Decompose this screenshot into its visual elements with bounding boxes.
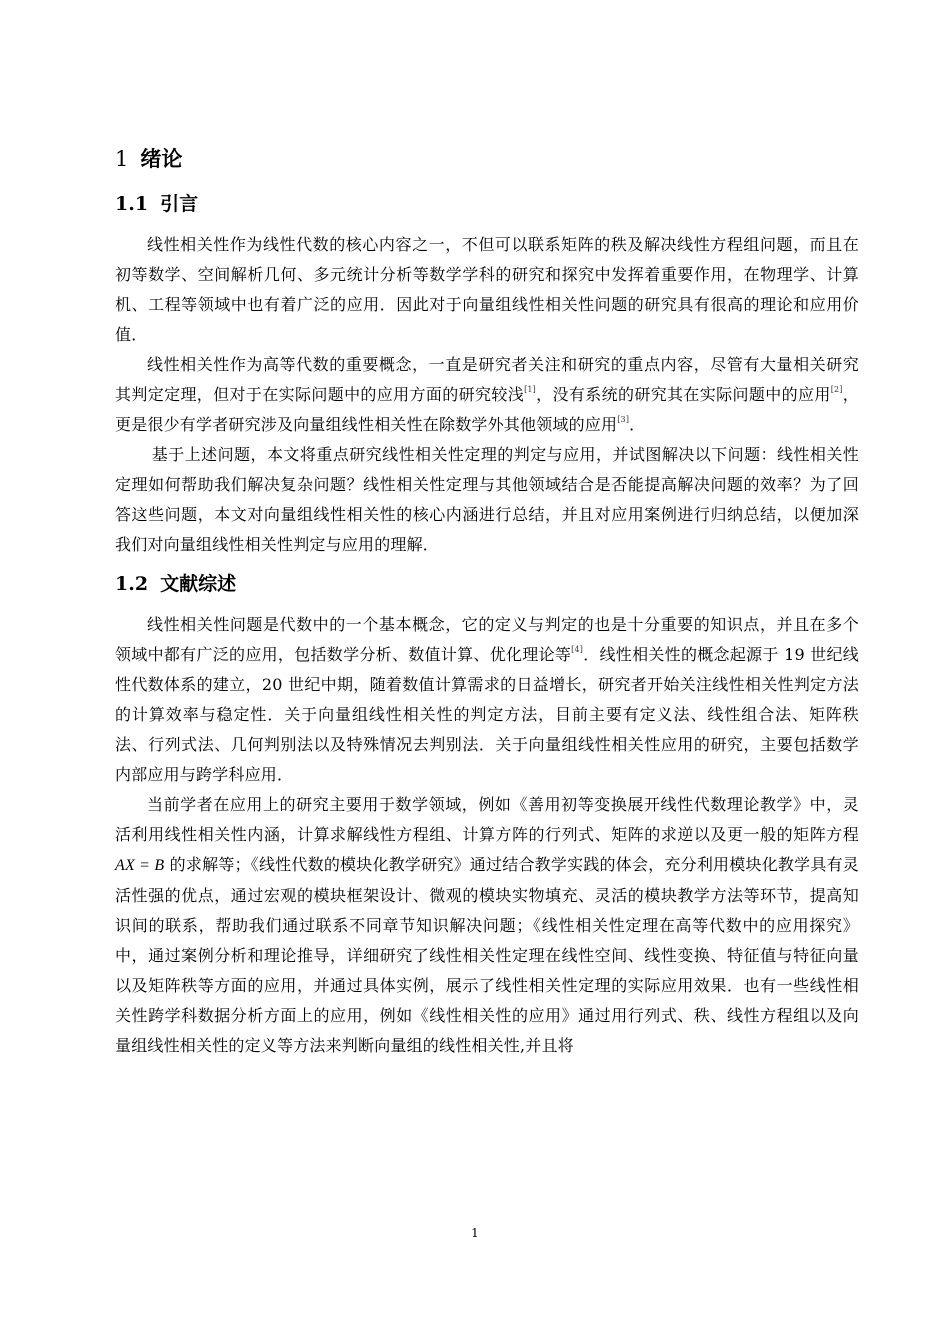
- paragraph-text: 线性相关性作为高等代数的重要概念，一直是研究者关注和研究的重点内容，尽管有大量相关研究其判定定理，但对于在实际问题中的应用方面的研究较浅: [115, 355, 859, 404]
- paragraph-text: ．线性相关性的概念起源于 19 世纪线性代数体系的建立，20 世纪中期，随着数值计算需求的日益增长，研究者开始关注线性相关性判定方法的计算效率与稳定性．关于向量组线性相关性的判定方法，目前主要有定义法、线性组合法、矩阵秩法、行列式法、几何判别法以及特殊情况去判别法．关于向量组线性相关性应用的研究，主要包括数学内部应用与跨学科应用．: [115, 645, 859, 784]
- paragraph-text: ，没有系统的研究其在实际问题中的应用: [536, 385, 831, 404]
- page-content: [115, 142, 859, 1061]
- citation-ref: [1]: [524, 385, 536, 394]
- paragraph: [115, 440, 859, 560]
- math-equation: AX = B: [115, 857, 165, 874]
- citation-ref: [3]: [617, 415, 630, 424]
- chapter-heading: [115, 142, 859, 176]
- section-heading-intro: [115, 186, 859, 222]
- section-number: 1.1: [115, 193, 149, 215]
- paragraph-text: 的求解等；《线性代数的模块化教学研究》通过结合教学实践的体会，充分利用模块化教学具有灵活性强的优点，通过宏观的模块框架设计、微观的模块实物填充、灵活的模块教学方法等环节，提高知识间的联系，帮助我们通过联系不同章节知识解决问题；《线性相关性定理在高等代数中的应用探究》中，通过案例分析和理论推导，详细研究了线性相关性定理在线性空间、线性变换、特征值与特征向量以及矩阵秩等方面的应用，并通过具体实例，展示了线性相关性定理的实际应用效果．也有一些线性相关性跨学科数据分析方面上的应用，例如《线性相关性的应用》通过用行列式、秩、线性方程组以及向量组线性相关性的定义等方法来判断向量组的线性相关性,并且将: [115, 855, 859, 1055]
- section-number: 1.2: [115, 573, 149, 595]
- paragraph-text: 基于上述问题，本文将重点研究线性相关性定理的判定与应用，并试图解决以下问题：线性相关性定理如何帮助我们解决复杂问题？线性相关性定理与其他领域结合是否能提高解决问题的效率？为了回答这些问题，本文对向量组线性相关性的核心内涵进行总结，并且对应用案例进行归纳总结，以便加深我们对向量组线性相关性判定与应用的理解．: [115, 445, 859, 554]
- chapter-number: 1: [115, 147, 129, 171]
- paragraph-text: 当前学者在应用上的研究主要用于数学领域，例如《善用初等变换展开线性代数理论教学》中，灵活利用线性相关性内涵，计算求解线性方程组、计算方阵的行列式、矩阵的求逆以及更一般的矩阵方程: [115, 795, 859, 844]
- paragraph-text: 线性相关性作为线性代数的核心内容之一，不但可以联系矩阵的秩及解决线性方程组问题，而且在初等数学、空间解析几何、多元统计分析等数学学科的研究和探究中发挥着重要作用，在物理学、计算机、工程等领域中也有着广泛的应用．因此对于向量组线性相关性问题的研究具有很高的理论和应用价值．: [115, 235, 859, 344]
- citation-ref: [2]: [830, 385, 843, 394]
- citation-ref: [4]: [571, 645, 584, 654]
- paragraph-text: ．: [629, 415, 646, 434]
- paragraph: [115, 230, 859, 350]
- page-number: 1: [471, 1226, 479, 1240]
- section-heading-literature-review: [115, 566, 859, 602]
- section-title: 引言: [160, 193, 199, 215]
- paragraph: [115, 790, 859, 1061]
- chapter-title: 绪论: [140, 146, 183, 171]
- paragraph-text: ，更是很少有学者研究涉及向量组线性相关性在除数学外其他领域的应用: [115, 385, 859, 434]
- paragraph-text: 线性相关性问题是代数中的一个基本概念，它的定义与判定的也是十分重要的知识点，并且在多个领域中都有广泛的应用，包括数学分析、数值计算、优化理论等: [115, 615, 859, 664]
- paragraph: [115, 350, 859, 440]
- paragraph: [115, 610, 859, 790]
- section-title: 文献综述: [160, 573, 237, 595]
